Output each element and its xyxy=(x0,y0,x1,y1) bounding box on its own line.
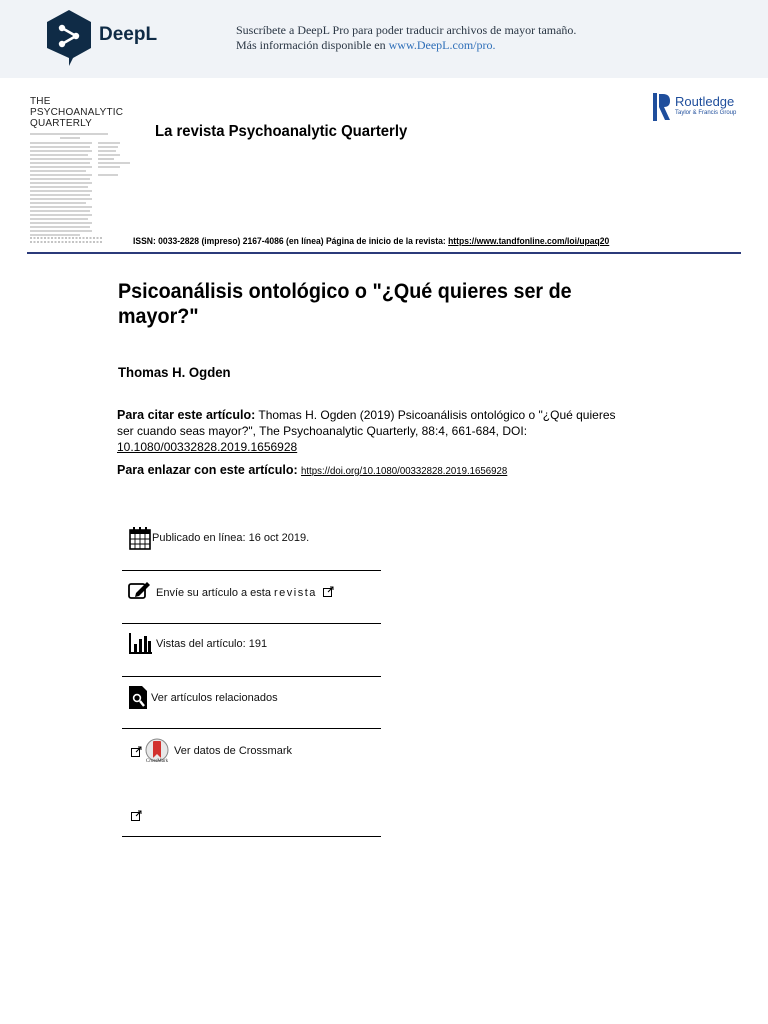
crossmark-text: Ver datos de Crossmark xyxy=(174,745,292,757)
external-link-icon xyxy=(131,746,142,757)
submit-article-prefix: Envíe su artículo a esta xyxy=(156,587,275,599)
journal-homepage-link[interactable]: https://www.tandfonline.com/loi/upaq20 xyxy=(448,236,610,247)
banner-message xyxy=(236,23,576,53)
publisher-subtitle: Taylor & Francis Group xyxy=(675,110,737,116)
deepl-wordmark: DeepL xyxy=(99,24,158,45)
citation-label: Para citar este artículo: xyxy=(117,408,256,422)
related-articles-row[interactable] xyxy=(122,685,381,715)
publisher-name: Routledge xyxy=(675,94,735,109)
article-views-row xyxy=(122,632,381,662)
info-divider xyxy=(122,836,381,837)
journal-header-title: La revista Psychoanalytic Quarterly xyxy=(155,123,408,140)
journal-contents-preview xyxy=(30,131,135,246)
submit-article-row[interactable] xyxy=(122,579,381,609)
external-link-icon[interactable] xyxy=(131,810,142,821)
deepl-logo-icon[interactable] xyxy=(45,9,93,67)
article-author: Thomas H. Ogden xyxy=(118,364,231,380)
permalink-label: Para enlazar con este artículo: xyxy=(117,463,298,477)
journal-thumb-title-line: THE xyxy=(30,96,51,107)
header-divider xyxy=(27,252,741,254)
citation-text: Thomas H. Ogden (2019) Psicoanálisis ontológico o "¿Qué quieres ser cuando seas mayor?", The Psychoanalytic Quarterly, 88:4, 661-684, DOI: xyxy=(117,408,616,438)
banner-line-2-text: Más información disponible en xyxy=(236,38,389,52)
journal-thumb-footer xyxy=(30,236,105,244)
deepl-banner xyxy=(0,0,768,78)
issn-text: ISSN: 0033-2828 (impreso) 2167-4086 (en línea) Página de inicio de la revista: xyxy=(133,236,449,247)
journal-thumb-title-line: PSYCHOANALYTIC xyxy=(30,107,124,118)
search-document-icon xyxy=(128,685,152,709)
routledge-r-icon xyxy=(653,93,671,121)
info-divider xyxy=(122,676,381,677)
issn-line xyxy=(133,236,609,247)
edit-pencil-icon xyxy=(128,579,152,603)
info-divider xyxy=(122,623,381,624)
submit-article-text xyxy=(156,586,334,599)
bar-chart-icon xyxy=(128,632,152,656)
permalink-url[interactable]: https://doi.org/10.1080/00332828.2019.1656928 xyxy=(300,465,508,477)
routledge-logo[interactable] xyxy=(653,93,753,123)
journal-thumb-title xyxy=(30,96,124,129)
article-views-text: Vistas del artículo: 191 xyxy=(156,638,268,650)
journal-cover-thumbnail xyxy=(30,96,124,246)
info-divider xyxy=(122,570,381,571)
article-title: Psicoanálisis ontológico o "¿Qué quieres ser de mayor?" xyxy=(118,280,572,328)
published-online-text: Publicado en línea: 16 oct 2019. xyxy=(152,532,310,544)
banner-line-2 xyxy=(236,38,576,53)
submit-article-journal: revista xyxy=(274,587,317,599)
permalink-line xyxy=(117,463,525,477)
info-divider xyxy=(122,728,381,729)
deepl-pro-link[interactable]: www.DeepL.com/pro. xyxy=(388,38,496,52)
calendar-icon xyxy=(128,526,152,550)
related-articles-text: Ver artículos relacionados xyxy=(151,692,278,704)
citation-block xyxy=(117,407,617,455)
crossmark-row[interactable] xyxy=(122,738,381,772)
external-link-icon xyxy=(323,586,334,597)
citation-doi-link[interactable]: 10.1080/00332828.2019.1656928 xyxy=(117,440,298,454)
banner-line-1: Suscríbete a DeepL Pro para poder traducir archivos de mayor tamaño. xyxy=(236,23,577,37)
crossmark-logo-text: CrossMark xyxy=(145,759,169,764)
journal-thumb-title-line: QUARTERLY xyxy=(30,118,93,129)
published-online-row xyxy=(122,526,381,556)
